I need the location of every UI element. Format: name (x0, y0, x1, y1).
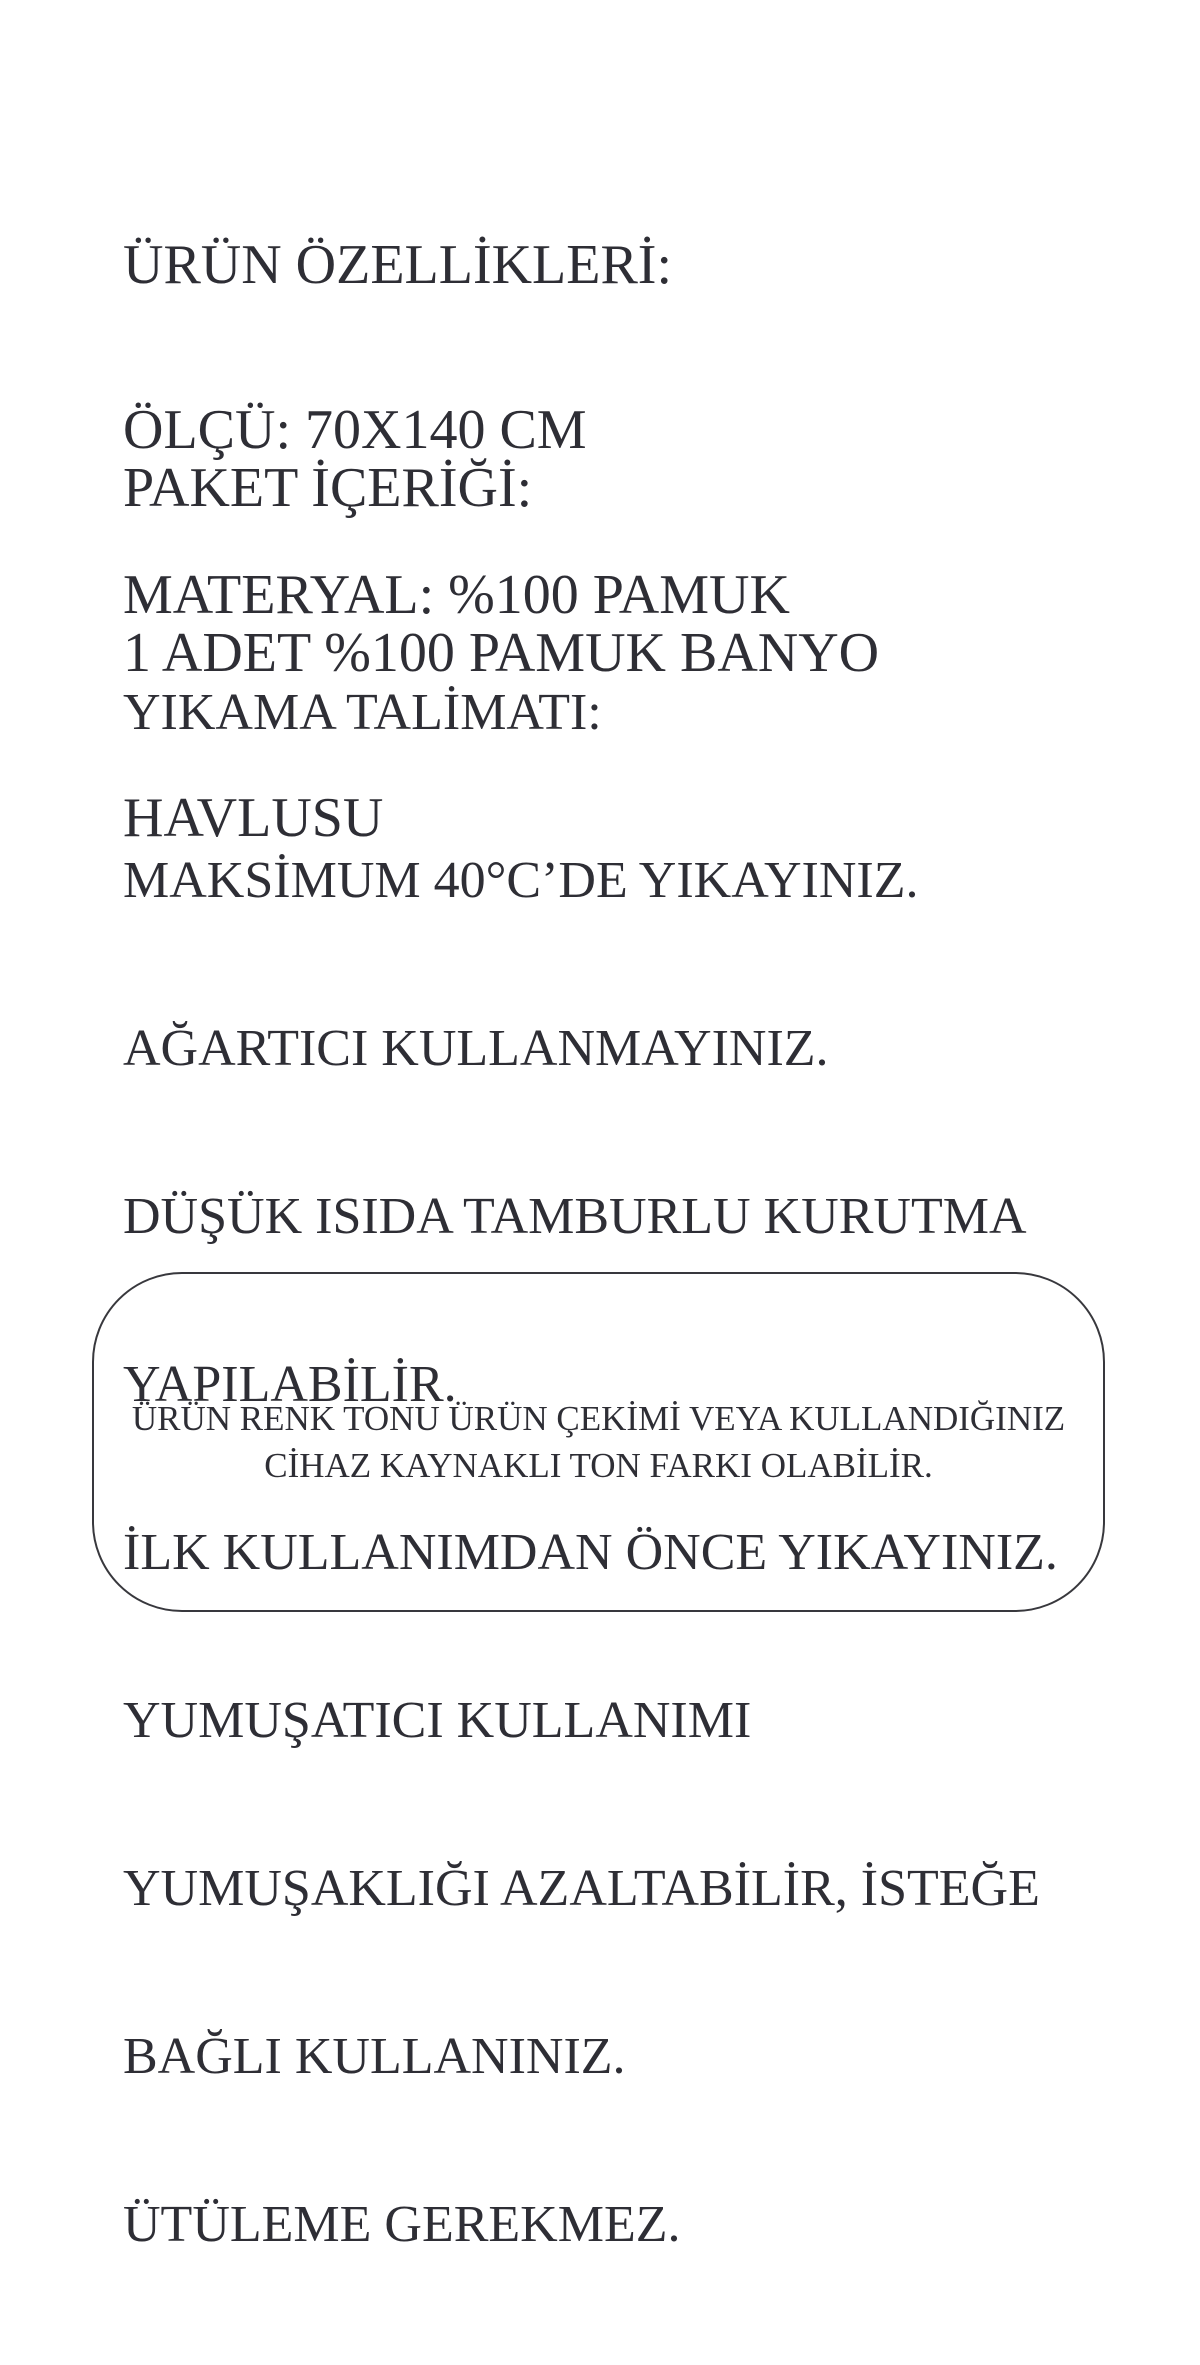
product-features-heading: ÜRÜN ÖZELLİKLERİ: (123, 234, 673, 296)
package-contents-heading: PAKET İÇERİĞİ: (123, 457, 533, 519)
disclaimer-line: CİHAZ KAYNAKLI TON FARKI OLABİLİR. (264, 1446, 933, 1485)
washing-instruction-line: İLK KULLANIMDAN ÖNCE YIKAYINIZ. (123, 1524, 1058, 1581)
washing-instruction-line: ÜTÜLEME GEREKMEZ. (123, 2196, 681, 2253)
package-contents-line-2: HAVLUSU (123, 787, 384, 849)
disclaimer-line: ÜRÜN RENK TONU ÜRÜN ÇEKİMİ VEYA KULLANDIĞINIZ (131, 1399, 1066, 1438)
product-material-line: MATERYAL: %100 PAMUK (123, 564, 790, 626)
washing-instruction-line: MAKSİMUM 40°C’DE YIKAYINIZ. (123, 852, 919, 909)
washing-instruction-line: YUMUŞAKLIĞI AZALTABİLİR, İSTEĞE (123, 1860, 1040, 1917)
washing-instruction-line: BAĞLI KULLANINIZ. (123, 2028, 626, 2085)
washing-instruction-line: DÜŞÜK ISIDA TAMBURLU KURUTMA (123, 1188, 1027, 1245)
washing-instruction-line: YAPILABİLİR. (123, 1356, 457, 1413)
washing-instruction-line: YUMUŞATICI KULLANIMI (123, 1692, 752, 1749)
package-contents-line: 1 ADET %100 PAMUK BANYO (123, 622, 880, 684)
washing-instructions-heading: YIKAMA TALİMATI: (123, 684, 602, 741)
color-tone-disclaimer-box (92, 1272, 1105, 1612)
washing-instruction-line: AĞARTICI KULLANMAYINIZ. (123, 1020, 829, 1077)
product-size-line: ÖLÇÜ: 70X140 CM (123, 399, 587, 461)
